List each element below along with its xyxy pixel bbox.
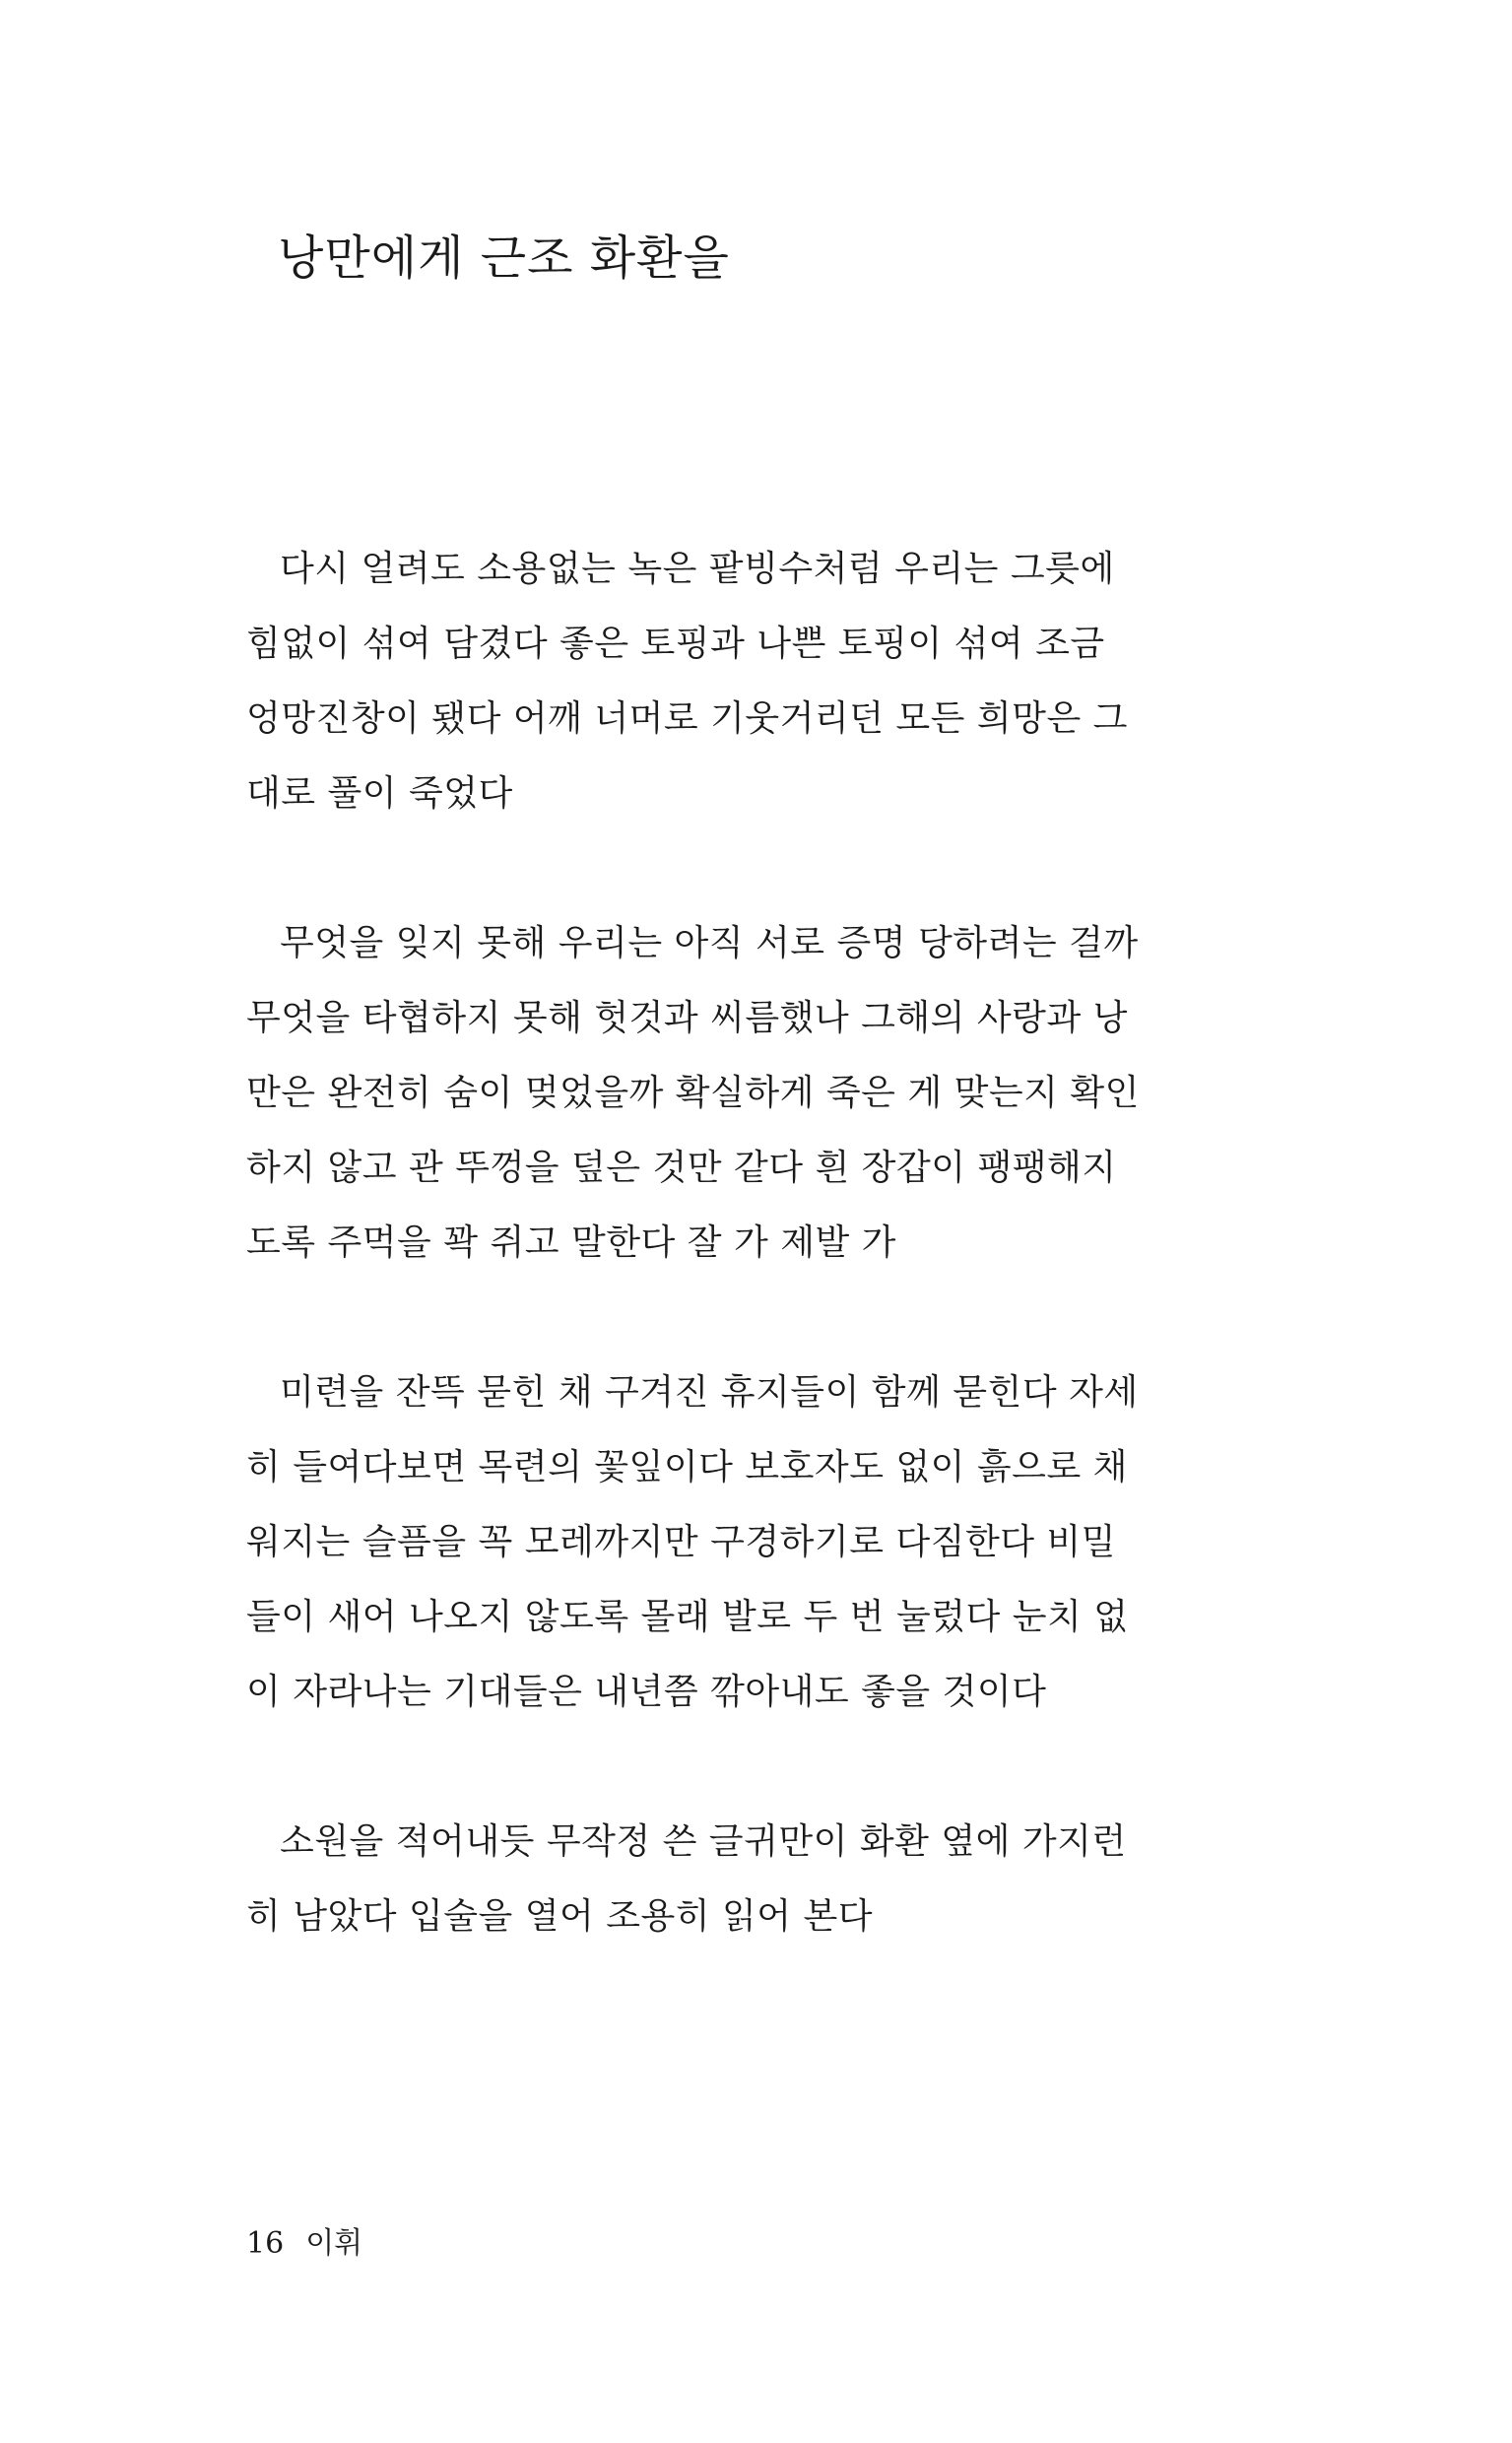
poem-line: 힘없이 섞여 담겼다 좋은 토핑과 나쁜 토핑이 섞여 조금 (246, 624, 1105, 664)
stanza-2 (246, 906, 1231, 1281)
stanza-3 (246, 1355, 1231, 1730)
poem-line: 무엇을 잊지 못해 우리는 아직 서로 증명 당하려는 걸까 (280, 923, 1139, 963)
poem-body (246, 532, 1231, 1954)
poem-line: 다시 얼려도 소용없는 녹은 팥빙수처럼 우리는 그릇에 (280, 549, 1115, 589)
poem-line: 워지는 슬픔을 꼭 모레까지만 구경하기로 다짐한다 비밀 (246, 1522, 1117, 1562)
poem-line: 만은 완전히 숨이 멎었을까 확실하게 죽은 게 맞는지 확인 (246, 1073, 1140, 1113)
page-footer (246, 2224, 362, 2264)
poem-line: 하지 않고 관 뚜껑을 덮은 것만 같다 흰 장갑이 팽팽해지 (246, 1148, 1117, 1188)
poem-line: 히 남았다 입술을 열어 조용히 읽어 본다 (246, 1896, 874, 1937)
poem-title: 낭만에게 근조 화환을 (278, 231, 730, 286)
poem-line: 도록 주먹을 꽉 쥐고 말한다 잘 가 제발 가 (246, 1222, 896, 1263)
poem-line: 들이 새어 나오지 않도록 몰래 발로 두 번 눌렀다 눈치 없 (246, 1597, 1129, 1637)
stanza-4 (246, 1805, 1231, 1954)
author-name: 이휘 (305, 2226, 363, 2261)
poem-line: 엉망진창이 됐다 어깨 너머로 기웃거리던 모든 희망은 그 (246, 698, 1128, 739)
poem-line: 소원을 적어내듯 무작정 쓴 글귀만이 화환 옆에 가지런 (280, 1821, 1127, 1862)
poem-line: 히 들여다보면 목련의 꽃잎이다 보호자도 없이 흙으로 채 (246, 1447, 1128, 1487)
poem-line: 대로 풀이 죽었다 (246, 773, 513, 814)
page-number: 16 (246, 2226, 285, 2261)
poem-line: 무엇을 타협하지 못해 헛것과 씨름했나 그해의 사랑과 낭 (246, 998, 1128, 1038)
stanza-1 (246, 532, 1231, 831)
poem-line: 미련을 잔뜩 묻힌 채 구겨진 휴지들이 함께 묻힌다 자세 (280, 1372, 1139, 1413)
poem-line: 이 자라나는 기대들은 내년쯤 깎아내도 좋을 것이다 (246, 1672, 1047, 1712)
